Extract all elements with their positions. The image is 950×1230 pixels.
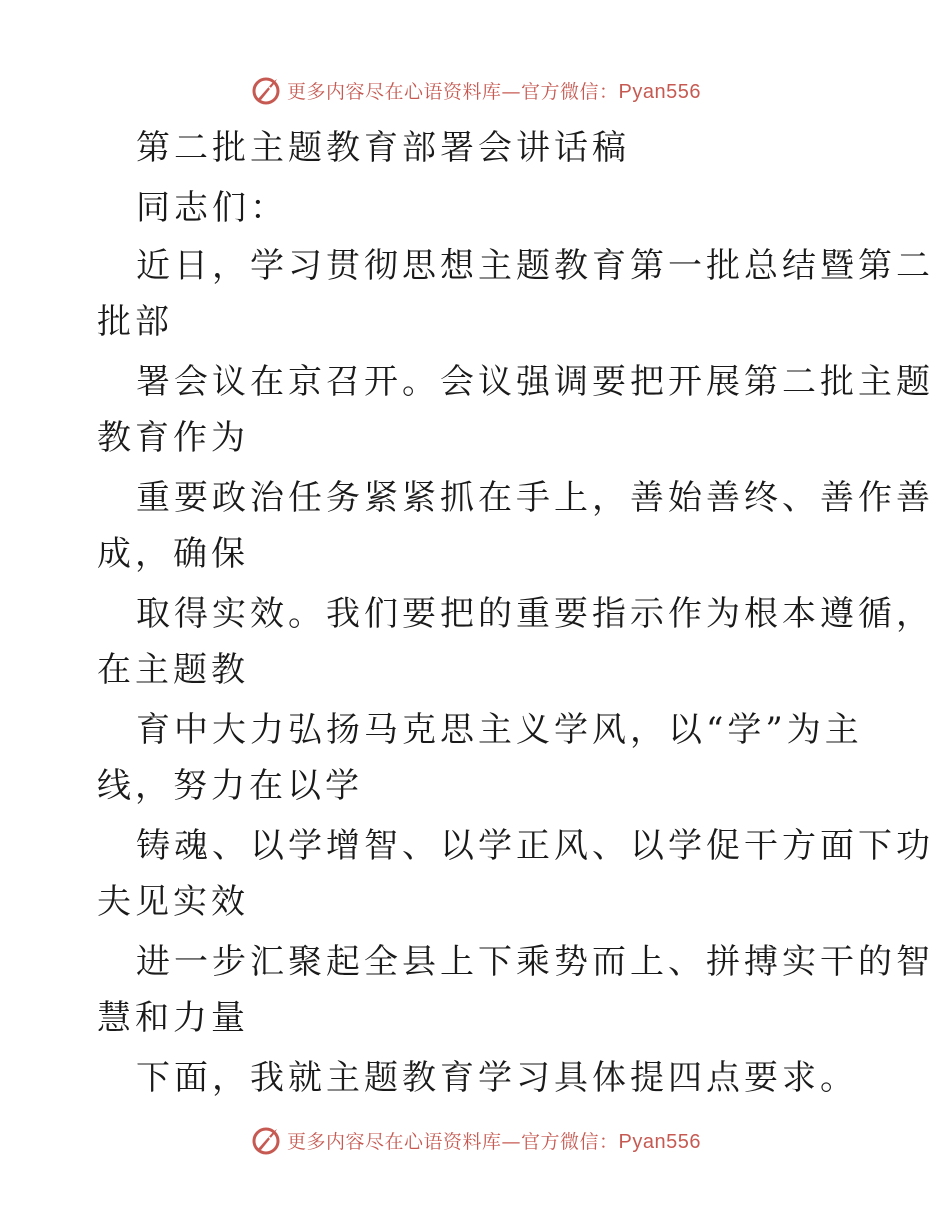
- paragraph-line: 夫见实效: [97, 882, 249, 922]
- quill-pen-logo-icon: [249, 1123, 283, 1157]
- watermark-text: 更多内容尽在心语资料库—官方微信：Pyan556: [287, 1130, 701, 1153]
- document-title: 第二批主题教育部署会讲话稿: [136, 128, 630, 168]
- salutation: 同志们：: [136, 188, 288, 228]
- paragraph-line: 教育作为: [97, 418, 249, 458]
- paragraph-line: 慧和力量: [97, 998, 249, 1038]
- paragraph-line: 铸魂、以学增智、以学正风、以学促干方面下功: [136, 826, 934, 866]
- watermark-handle: Pyan556: [618, 80, 701, 103]
- paragraph-line: 批部: [97, 302, 173, 342]
- paragraph-line: 重要政治任务紧紧抓在手上，善始善终、善作善: [136, 478, 934, 518]
- watermark-text: 更多内容尽在心语资料库—官方微信：Pyan556: [287, 80, 701, 103]
- paragraph-line: 成，确保: [97, 534, 249, 574]
- paragraph-line: 下面，我就主题教育学习具体提四点要求。: [136, 1058, 858, 1098]
- paragraph-line: 取得实效。我们要把的重要指示作为根本遵循，: [136, 594, 934, 634]
- footer-watermark: [0, 1120, 950, 1160]
- watermark-handle: Pyan556: [618, 1130, 701, 1153]
- paragraph-line: 线，努力在以学: [97, 766, 363, 806]
- paragraph-line: 署会议在京召开。会议强调要把开展第二批主题: [136, 362, 934, 402]
- paragraph-line: 育中大力弘扬马克思主义学风，以“学”为主: [136, 710, 863, 750]
- paragraph-line: 在主题教: [97, 650, 249, 690]
- paragraph-line: 近日，学习贯彻思想主题教育第一批总结暨第二: [136, 246, 934, 286]
- paragraph-line: 进一步汇聚起全县上下乘势而上、拼搏实干的智: [136, 942, 934, 982]
